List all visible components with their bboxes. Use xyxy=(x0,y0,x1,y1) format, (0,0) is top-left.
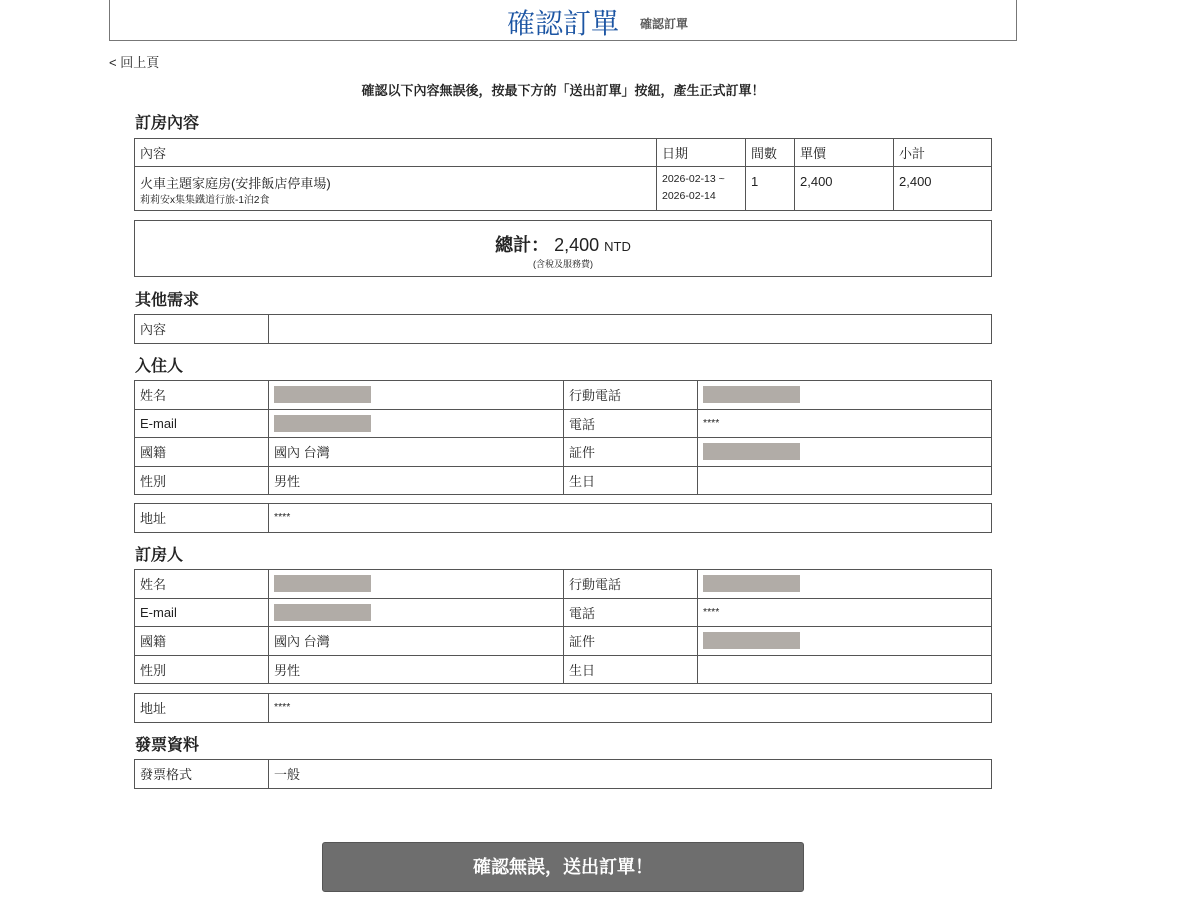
table-row xyxy=(135,167,992,211)
section-heading-other: 其他需求 xyxy=(135,292,200,309)
redacted-name xyxy=(274,575,371,592)
phone-label: 電話 xyxy=(564,598,698,627)
gender-label: 性別 xyxy=(135,466,269,495)
nationality-value: 國內 台灣 xyxy=(269,438,564,467)
mobile-label: 行動電話 xyxy=(564,381,698,410)
id-label: 証件 xyxy=(564,438,698,467)
email-label: E-mail xyxy=(135,598,269,627)
redacted-mobile xyxy=(703,386,800,403)
other-value xyxy=(269,315,992,344)
plan-name: 莉莉安x集集鐵道行旅-1泊2食 xyxy=(140,195,270,206)
name-label: 姓名 xyxy=(135,570,269,599)
mobile-label: 行動電話 xyxy=(564,570,698,599)
submit-order-button[interactable]: 確認無誤，送出訂單！ xyxy=(322,842,804,892)
page-title: 確認訂單 xyxy=(506,8,619,39)
section-heading-invoice: 發票資料 xyxy=(135,737,200,754)
phone-value: **** xyxy=(698,409,992,438)
address-value: **** xyxy=(269,694,992,723)
subtotal-value: 2,400 xyxy=(894,167,992,211)
id-label: 証件 xyxy=(564,627,698,656)
page-title-overlay: 確認訂單 xyxy=(640,17,689,31)
redacted-email xyxy=(274,604,371,621)
birthday-label: 生日 xyxy=(564,466,698,495)
col-price: 單價 xyxy=(795,139,894,167)
gender-value: 男性 xyxy=(269,466,564,495)
name-label: 姓名 xyxy=(135,381,269,410)
currency: NTD xyxy=(604,239,631,254)
birthday-value xyxy=(698,466,992,495)
room-name: 火車主題家庭房(安排飯店停車場) xyxy=(140,176,331,191)
col-content: 內容 xyxy=(135,139,657,167)
col-subtotal: 小計 xyxy=(894,139,992,167)
nationality-label: 國籍 xyxy=(135,438,269,467)
col-rooms: 間數 xyxy=(746,139,795,167)
guest-table xyxy=(134,380,992,495)
instruction-text: 確認以下內容無誤後，按最下方的「送出訂單」按紐，產生正式訂單！ xyxy=(361,83,765,98)
other-table xyxy=(134,314,992,344)
nationality-label: 國籍 xyxy=(135,627,269,656)
invoice-format-value: 一般 xyxy=(269,760,992,789)
birthday-value xyxy=(698,655,992,684)
booker-address-table xyxy=(134,693,992,723)
page-header xyxy=(109,0,1017,41)
address-label: 地址 xyxy=(135,504,269,533)
rooms-value: 1 xyxy=(746,167,795,211)
phone-label: 電話 xyxy=(564,409,698,438)
invoice-format-label: 發票格式 xyxy=(135,760,269,789)
date-from: 2026-02-13 ~ xyxy=(662,173,725,185)
other-label: 內容 xyxy=(135,315,269,344)
total-value: 2,400 xyxy=(554,235,600,255)
section-heading-guest: 入住人 xyxy=(135,358,184,375)
date-to: 2026-02-14 xyxy=(662,190,716,202)
invoice-table xyxy=(134,759,992,789)
nationality-value: 國內 台灣 xyxy=(269,627,564,656)
email-label: E-mail xyxy=(135,409,269,438)
booker-table xyxy=(134,569,992,684)
redacted-id xyxy=(703,632,800,649)
guest-address-table xyxy=(134,503,992,533)
back-link[interactable]: < 回上頁 xyxy=(109,55,160,70)
birthday-label: 生日 xyxy=(564,655,698,684)
redacted-email xyxy=(274,415,371,432)
col-date: 日期 xyxy=(657,139,746,167)
redacted-mobile xyxy=(703,575,800,592)
redacted-id xyxy=(703,443,800,460)
redacted-name xyxy=(274,386,371,403)
gender-label: 性別 xyxy=(135,655,269,684)
section-heading-order: 訂房內容 xyxy=(135,115,200,132)
phone-value: **** xyxy=(698,598,992,627)
total-box xyxy=(134,220,992,277)
gender-value: 男性 xyxy=(269,655,564,684)
total-label: 總計： xyxy=(495,235,550,255)
address-value: **** xyxy=(269,504,992,533)
total-note: (含稅及服務費) xyxy=(533,259,593,269)
price-value: 2,400 xyxy=(795,167,894,211)
order-table xyxy=(134,138,992,211)
section-heading-booker: 訂房人 xyxy=(135,547,184,564)
address-label: 地址 xyxy=(135,694,269,723)
